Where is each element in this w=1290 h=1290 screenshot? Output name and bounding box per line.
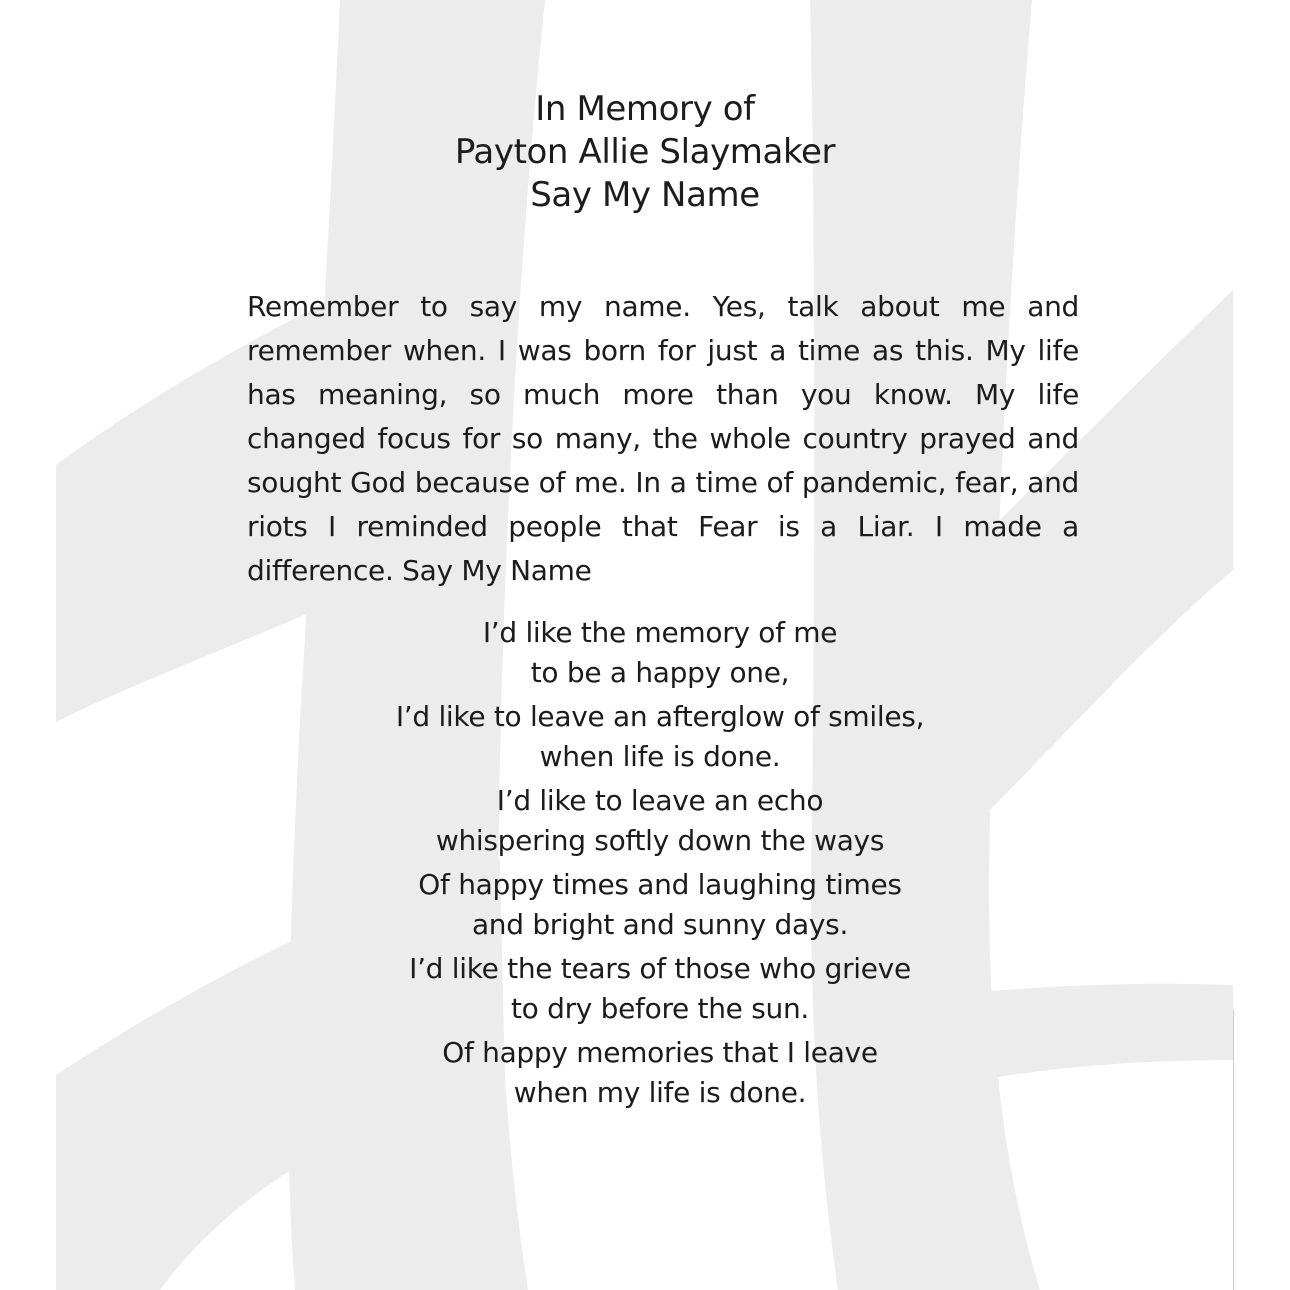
memorial-heading [245, 88, 1045, 217]
poem-line: when life is done. [539, 740, 781, 773]
poem-line: I’d like the tears of those who grieve [409, 952, 911, 985]
memorial-poem [300, 613, 1020, 1113]
heading-say-my-name: Say My Name [530, 175, 760, 215]
poem-line: to dry before the sun. [510, 992, 809, 1025]
poem-line: to be a happy one, [530, 656, 790, 689]
poem-line: Of happy memories that I leave [442, 1036, 878, 1069]
tribute-paragraph: Remember to say my name. Yes, talk about me and remember when. I was born for just a time as this. My life has meaning, so much more than you know. My life changed focus for so many, the whole country prayed and sought God because of me. In a time of pandemic, fear, and riots I reminded people that Fear is a Liar. I made a difference. Say My Name [247, 290, 1079, 587]
heading-in-memory-of: In Memory of [535, 89, 755, 129]
poem-line: I’d like the memory of me [482, 616, 838, 649]
poem-line: whispering softly down the ways [435, 824, 885, 857]
poem-line: when my life is done. [513, 1076, 807, 1109]
poem-line: I’d like to leave an afterglow of smiles, [395, 700, 925, 733]
heading-full-name: Payton Allie Slaymaker [454, 132, 836, 172]
poem-line: I’d like to leave an echo [496, 784, 824, 817]
poem-line: and bright and sunny days. [471, 908, 849, 941]
poem-line: Of happy times and laughing times [418, 868, 902, 901]
